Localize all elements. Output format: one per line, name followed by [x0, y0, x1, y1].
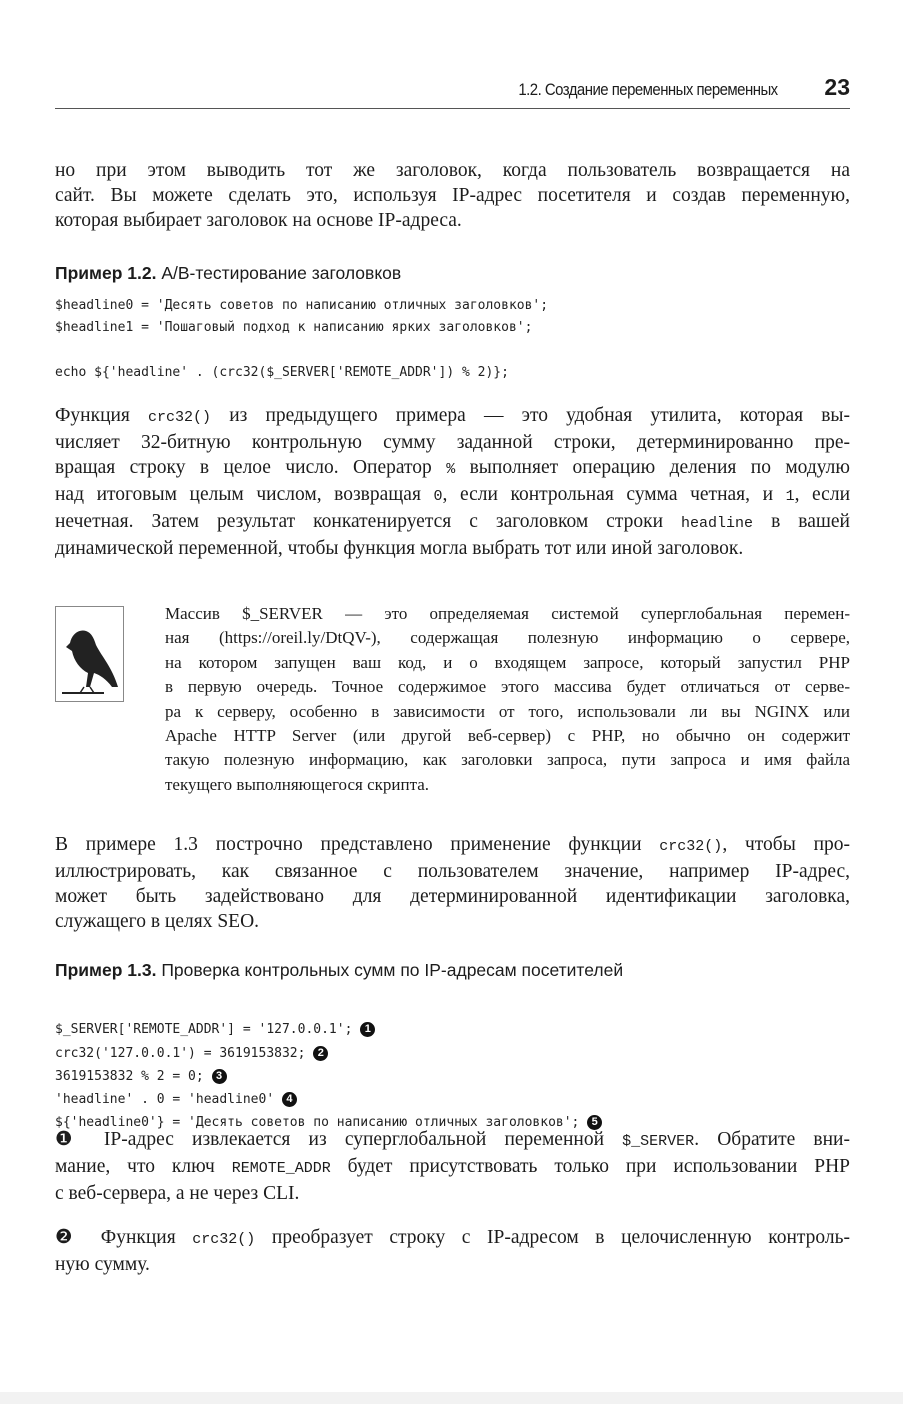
text-segment: вращая строку в целое число. Оператор	[55, 457, 447, 478]
callout-number: 5	[587, 1115, 602, 1130]
code-listing-1-3	[55, 995, 602, 1135]
text-line	[55, 1127, 850, 1154]
note-bird-icon	[55, 606, 124, 702]
code-text: $_SERVER['REMOTE_ADDR'] = '127.0.0.1';	[55, 1022, 361, 1038]
text-line	[165, 773, 850, 797]
text-line	[55, 909, 850, 934]
text-segment: сайт. Вы можете сделать это, используя IP-адрес посетителя и создав переменную,	[55, 185, 850, 206]
inline-code: headline	[681, 515, 754, 532]
text-segment: из предыдущего примера — это удобная утилита, которая вы-	[211, 405, 851, 426]
text-segment: числяет 32-битную контрольную сумму заданной строки, детерминированно пре-	[55, 432, 850, 453]
text-segment: в первую очередь. Точное содержимое этого массива будет отличаться от серве-	[165, 677, 850, 697]
text-line	[165, 626, 850, 650]
code-line: $headline1 = 'Пошаговый подход к написанию ярких заголовков';	[55, 320, 533, 335]
code-line: echo ${'headline' . (crc32($_SERVER['REMOTE_ADDR']) % 2)};	[55, 365, 509, 380]
callout-number: 2	[313, 1046, 328, 1061]
text-line	[165, 602, 850, 626]
text-segment: текущего выполняющегося скрипта.	[165, 774, 430, 794]
text-segment: будет присутствовать только при использовании PHP	[330, 1156, 850, 1177]
code-text: 'headline' . 0 = 'headline0'	[55, 1092, 282, 1108]
text-segment: Apache HTTP Server (или другой веб-сервер) с PHP, но обычно он содержит	[165, 726, 850, 746]
example-label: Пример 1.2.	[55, 263, 157, 283]
text-segment: Массив $_SERVER — это определяемая системой суперглобальная перемен-	[165, 604, 850, 623]
text-segment: динамической переменной, чтобы функция могла выбрать тот или иной заголовок.	[55, 538, 744, 559]
callout-number: 4	[282, 1092, 297, 1107]
text-line	[55, 536, 850, 561]
text-segment: Функция	[55, 405, 149, 426]
text-segment: может быть задействовано для детерминированной идентификации заголовка,	[55, 886, 850, 907]
text-segment: Функция	[84, 1227, 193, 1248]
note-server-array	[165, 602, 850, 797]
inline-code: 0	[433, 488, 443, 505]
text-line	[165, 651, 850, 675]
code-line	[55, 1042, 602, 1065]
text-line	[55, 208, 850, 233]
text-line	[55, 1252, 850, 1277]
text-segment: преобразует строку с IP-адресом в целочисленную контроль-	[255, 1227, 851, 1248]
text-line	[55, 884, 850, 909]
code-line	[55, 1088, 602, 1111]
text-line	[55, 482, 850, 509]
paragraph-crc32-explanation	[55, 403, 850, 561]
text-segment: выполняет операцию деления по модулю	[455, 457, 850, 478]
text-segment: ра к серверу, особенно в зависимости от того, использовали ли вы NGINX или	[165, 701, 850, 721]
text-segment: IP-адрес извлекается из суперглобальной переменной	[85, 1129, 623, 1150]
inline-code: REMOTE_ADDR	[231, 1160, 331, 1177]
example-1-3-caption	[55, 960, 623, 981]
text-segment: такую полезную информацию, как заголовки запроса, пути запроса и имя файла	[165, 750, 850, 770]
callout-2-explanation	[55, 1225, 850, 1277]
text-segment: , если	[794, 484, 851, 505]
code-text: crc32('127.0.0.1') = 3619153832;	[55, 1045, 314, 1061]
text-line	[165, 748, 850, 772]
text-segment: В примере 1.3 построчно представлено применение функции	[55, 834, 660, 855]
inline-code: $_SERVER	[622, 1133, 695, 1150]
text-segment: иллюстрировать, как связанное с пользователем значение, например IP-адрес,	[55, 861, 850, 882]
text-segment: . Обратите вни-	[694, 1129, 850, 1150]
callout-marker: ❶	[55, 1129, 86, 1150]
text-line	[55, 430, 850, 455]
example-1-2-caption	[55, 263, 401, 284]
callout-number: 3	[212, 1069, 227, 1084]
text-segment: мание, что ключ	[55, 1156, 232, 1177]
inline-code: 1	[785, 488, 795, 505]
callout-marker: ❷	[55, 1227, 85, 1248]
text-segment: с веб-сервера, а не через CLI.	[55, 1183, 300, 1204]
text-segment: которая выбирает заголовок на основе IP-адреса.	[55, 210, 462, 231]
text-line	[55, 403, 850, 430]
example-title: Проверка контрольных сумм по IP-адресам посетителей	[156, 960, 624, 980]
inline-code: crc32()	[192, 1231, 256, 1248]
running-header	[55, 74, 850, 109]
text-line	[55, 183, 850, 208]
text-line	[165, 724, 850, 748]
text-segment: нечетная. Затем результат конкатенируется с заголовком строки	[55, 511, 682, 532]
code-line: $headline0 = 'Десять советов по написанию отличных заголовков';	[55, 298, 549, 313]
text-line	[55, 455, 850, 482]
text-segment: служащего в целях SEO.	[55, 911, 260, 932]
text-line	[55, 1154, 850, 1181]
text-line	[165, 675, 850, 699]
text-line	[165, 700, 850, 724]
text-line	[55, 509, 850, 536]
example-title: A/B-тестирование заголовков	[156, 263, 402, 283]
inline-code: %	[446, 461, 456, 478]
text-segment: ную сумму.	[55, 1254, 150, 1275]
text-segment: но при этом выводить тот же заголовок, когда пользователь возвращается на	[55, 160, 850, 181]
code-listing-1-2	[55, 298, 548, 380]
page-bottom-edge	[0, 1392, 903, 1404]
text-line	[55, 832, 850, 859]
callout-number: 1	[360, 1022, 375, 1037]
paragraph-intro	[55, 158, 850, 233]
page-number: 23	[824, 74, 850, 100]
code-text: 3619153832 % 2 = 0;	[55, 1068, 212, 1084]
text-line	[55, 158, 850, 183]
text-segment: , если контрольная сумма четная, и	[442, 484, 786, 505]
text-line	[55, 1225, 850, 1252]
code-text: ${'headline0'} = 'Десять советов по написанию отличных заголовков';	[55, 1115, 588, 1131]
chapter-section-title: 1.2. Создание переменных переменных	[518, 80, 778, 99]
text-segment: в вашей	[753, 511, 850, 532]
inline-code: crc32()	[148, 409, 212, 426]
text-segment: , чтобы про-	[722, 834, 850, 855]
text-line	[55, 1181, 850, 1206]
example-label: Пример 1.3.	[55, 960, 157, 980]
text-line	[55, 859, 850, 884]
text-segment: ная (https://oreil.ly/DtQV-), содержащая полезную информацию о сервере,	[165, 628, 850, 648]
text-segment: на котором запущен ваш код, и о входящем запросе, который запустил PHP	[165, 652, 850, 672]
text-segment: над итоговым целым числом, возвращая	[55, 484, 434, 505]
code-line	[55, 1065, 602, 1088]
paragraph-example-intro	[55, 832, 850, 934]
code-line	[55, 1018, 602, 1041]
callout-1-explanation	[55, 1127, 850, 1206]
inline-code: crc32()	[659, 838, 723, 855]
